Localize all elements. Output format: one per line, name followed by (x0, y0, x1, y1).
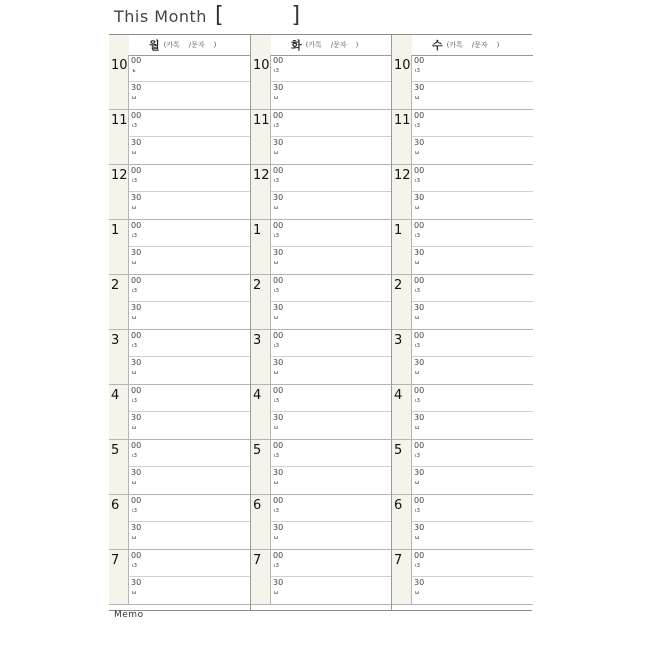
time-slot[interactable] (271, 385, 392, 412)
minute-label: 00 (273, 166, 284, 175)
minute-label: 30 (414, 303, 425, 312)
time-slot[interactable] (271, 275, 392, 302)
hour-row (251, 275, 392, 330)
slot-marker: ι3 (415, 398, 420, 404)
hour-label: 10 (111, 58, 128, 73)
slot-marker: ω (274, 205, 279, 211)
minute-label: 30 (273, 413, 284, 422)
time-slot[interactable] (129, 192, 250, 219)
hour-label: 5 (111, 443, 120, 458)
hour-row (109, 330, 250, 385)
time-slot[interactable] (412, 275, 533, 302)
time-slot[interactable] (271, 165, 392, 192)
time-slot[interactable] (129, 330, 250, 357)
time-slot[interactable] (271, 137, 392, 164)
month-blank-field[interactable] (224, 6, 292, 26)
page-title: This Month (114, 6, 207, 26)
hour-gutter (109, 275, 129, 329)
slot-marker: ι3 (415, 178, 420, 184)
day-label: 화 (291, 39, 302, 52)
minute-label: 30 (414, 468, 425, 477)
slot-marker: ω (274, 370, 279, 376)
hour-row (109, 440, 250, 495)
time-slot[interactable] (129, 550, 250, 577)
hour-row (392, 275, 533, 330)
time-slot[interactable] (271, 247, 392, 274)
minute-label: 00 (414, 331, 425, 340)
hour-row (392, 165, 533, 220)
hour-label: 4 (111, 388, 120, 403)
time-slot[interactable] (412, 550, 533, 577)
minute-label: 30 (273, 248, 284, 257)
hour-label: 1 (111, 223, 120, 238)
slot-marker: ι3 (415, 453, 420, 459)
hour-gutter (251, 550, 271, 604)
time-slot[interactable] (412, 577, 533, 604)
minute-label: 30 (273, 83, 284, 92)
slot-marker: ω (274, 150, 279, 156)
day-contact-note: (카톡 /문자 ) (446, 41, 500, 49)
slot-marker: ω (132, 590, 137, 596)
hour-label: 10 (394, 58, 411, 73)
slot-marker: ω (274, 260, 279, 266)
day-column (109, 35, 250, 610)
hour-row (392, 220, 533, 275)
minute-label: 00 (273, 386, 284, 395)
time-slot[interactable] (129, 440, 250, 467)
time-slot[interactable] (271, 440, 392, 467)
time-slot[interactable] (412, 110, 533, 137)
hour-label: 6 (111, 498, 120, 513)
hour-row (109, 550, 250, 605)
minute-label: 30 (273, 468, 284, 477)
minute-label: 30 (414, 83, 425, 92)
hour-gutter (251, 55, 271, 109)
hour-row (251, 330, 392, 385)
minute-label: 30 (131, 413, 142, 422)
hour-gutter (109, 110, 129, 164)
slot-marker: ω (415, 315, 420, 321)
minute-label: 00 (131, 331, 142, 340)
time-slot[interactable] (129, 275, 250, 302)
hour-label: 7 (253, 553, 262, 568)
time-slot[interactable] (129, 82, 250, 109)
day-contact-note: (카톡 /문자 ) (305, 41, 359, 49)
hour-row (109, 220, 250, 275)
slot-marker: ι3 (132, 398, 137, 404)
hour-gutter (251, 495, 271, 549)
time-slot[interactable] (271, 577, 392, 604)
hour-label: 7 (394, 553, 403, 568)
time-slot[interactable] (129, 577, 250, 604)
slot-marker: ι3 (132, 288, 137, 294)
hour-row (109, 495, 250, 550)
hour-label: 1 (253, 223, 262, 238)
time-slot[interactable] (412, 357, 533, 384)
minute-label: 30 (414, 138, 425, 147)
time-slot[interactable] (129, 385, 250, 412)
minute-label: 00 (273, 496, 284, 505)
hour-row (251, 385, 392, 440)
time-slot[interactable] (129, 412, 250, 439)
hour-gutter (109, 330, 129, 384)
time-slot[interactable] (129, 55, 250, 82)
header-gutter (109, 35, 129, 55)
hour-gutter (251, 165, 271, 219)
slot-marker: ι3 (415, 343, 420, 349)
time-slot[interactable] (129, 110, 250, 137)
minute-label: 00 (414, 276, 425, 285)
hour-row (392, 110, 533, 165)
hour-label: 5 (253, 443, 262, 458)
slot-marker: ω (274, 425, 279, 431)
slot-marker: ι3 (415, 68, 420, 74)
minute-label: 00 (273, 441, 284, 450)
minute-label: 00 (131, 276, 142, 285)
minute-label: 00 (131, 551, 142, 560)
time-slot[interactable] (271, 357, 392, 384)
slot-marker: ι3 (274, 233, 279, 239)
time-slot[interactable] (412, 137, 533, 164)
hour-row (392, 55, 533, 110)
slot-marker: ι3 (132, 123, 137, 129)
minute-label: 00 (273, 221, 284, 230)
slot-marker: ω (132, 150, 137, 156)
time-slot[interactable] (271, 522, 392, 549)
slot-marker: ω (132, 425, 137, 431)
hour-gutter (109, 440, 129, 494)
minute-label: 30 (131, 193, 142, 202)
day-column (391, 35, 533, 610)
time-slot[interactable] (412, 192, 533, 219)
slot-marker: ι3 (274, 68, 279, 74)
time-slot[interactable] (271, 220, 392, 247)
minute-label: 00 (131, 496, 142, 505)
minute-label: 30 (131, 303, 142, 312)
minute-label: 00 (273, 111, 284, 120)
hour-gutter (392, 330, 412, 384)
minute-label: 00 (131, 111, 142, 120)
minute-label: 00 (131, 166, 142, 175)
hour-label: 12 (111, 168, 128, 183)
close-bracket: ] (291, 3, 301, 28)
minute-label: 00 (131, 56, 142, 65)
hour-gutter (109, 55, 129, 109)
hour-label: 3 (111, 333, 120, 348)
time-slot[interactable] (271, 330, 392, 357)
time-slot[interactable] (271, 302, 392, 329)
hour-row (109, 275, 250, 330)
time-slot[interactable] (412, 412, 533, 439)
hour-gutter (251, 110, 271, 164)
slot-marker: ω (415, 95, 420, 101)
time-slot[interactable] (412, 247, 533, 274)
hour-label: 3 (394, 333, 403, 348)
weekly-planner-grid (109, 34, 532, 611)
slot-marker: ι3 (415, 563, 420, 569)
hour-gutter (109, 165, 129, 219)
hour-gutter (251, 440, 271, 494)
time-slot[interactable] (412, 55, 533, 82)
hour-label: 3 (253, 333, 262, 348)
hour-row (251, 495, 392, 550)
slot-marker: ι3 (132, 563, 137, 569)
time-slot[interactable] (412, 82, 533, 109)
hour-gutter (251, 220, 271, 274)
time-slot[interactable] (412, 467, 533, 494)
time-slot[interactable] (271, 110, 392, 137)
slot-marker: ι3 (132, 233, 137, 239)
time-slot[interactable] (412, 440, 533, 467)
time-slot[interactable] (271, 192, 392, 219)
minute-label: 00 (131, 221, 142, 230)
hour-gutter (109, 385, 129, 439)
minute-label: 30 (273, 193, 284, 202)
hour-label: 11 (253, 113, 270, 128)
hour-row (392, 330, 533, 385)
minute-label: 00 (273, 56, 284, 65)
hour-row (251, 220, 392, 275)
minute-label: 30 (414, 193, 425, 202)
minute-label: 30 (414, 578, 425, 587)
hour-row (109, 110, 250, 165)
slot-marker: ω (274, 480, 279, 486)
hour-gutter (392, 55, 412, 109)
hour-row (109, 55, 250, 110)
slot-marker: ι3 (132, 508, 137, 514)
time-slot[interactable] (129, 467, 250, 494)
hour-gutter (109, 220, 129, 274)
minute-label: 00 (414, 551, 425, 560)
minute-label: 30 (131, 578, 142, 587)
slot-marker: ω (132, 315, 137, 321)
time-slot[interactable] (271, 82, 392, 109)
time-slot[interactable] (129, 495, 250, 522)
slot-marker: ω (132, 370, 137, 376)
hour-gutter (109, 495, 129, 549)
minute-label: 00 (414, 221, 425, 230)
hour-label: 2 (253, 278, 262, 293)
hour-row (392, 440, 533, 495)
slot-marker: ω (415, 590, 420, 596)
minute-label: 00 (273, 276, 284, 285)
hour-gutter (109, 550, 129, 604)
hour-gutter (392, 110, 412, 164)
minute-label: 00 (131, 386, 142, 395)
time-slot[interactable] (271, 550, 392, 577)
time-slot[interactable] (129, 522, 250, 549)
hour-gutter (392, 275, 412, 329)
time-slot[interactable] (129, 302, 250, 329)
title-row (114, 4, 300, 28)
day-header (251, 35, 392, 56)
header-gutter (392, 35, 412, 55)
minute-label: 30 (273, 523, 284, 532)
slot-marker: ω (274, 95, 279, 101)
time-slot[interactable] (271, 467, 392, 494)
hour-label: 2 (394, 278, 403, 293)
slot-marker: ι3 (274, 288, 279, 294)
hour-row (251, 110, 392, 165)
open-bracket: [ (214, 3, 224, 28)
slot-marker: ι3 (132, 343, 137, 349)
slot-marker: ω (132, 480, 137, 486)
hour-gutter (392, 385, 412, 439)
slot-marker: ω (415, 205, 420, 211)
time-slot[interactable] (412, 302, 533, 329)
time-slot[interactable] (129, 357, 250, 384)
hour-label: 7 (111, 553, 120, 568)
minute-label: 30 (131, 358, 142, 367)
slot-marker: ι3 (274, 123, 279, 129)
header-gutter (251, 35, 271, 55)
hour-row (251, 440, 392, 495)
minute-label: 30 (131, 248, 142, 257)
minute-label: 00 (414, 386, 425, 395)
minute-label: 00 (131, 441, 142, 450)
slot-marker: ω (132, 260, 137, 266)
hour-gutter (251, 330, 271, 384)
hour-row (251, 165, 392, 220)
hour-row (251, 55, 392, 110)
slot-marker: ι3 (274, 398, 279, 404)
time-slot[interactable] (412, 220, 533, 247)
minute-label: 30 (273, 358, 284, 367)
hour-label: 6 (253, 498, 262, 513)
hour-label: 5 (394, 443, 403, 458)
minute-label: 30 (414, 358, 425, 367)
minute-label: 30 (273, 578, 284, 587)
time-slot[interactable] (412, 330, 533, 357)
slot-marker: ω (274, 535, 279, 541)
slot-marker: ω (415, 535, 420, 541)
slot-marker: ω (274, 315, 279, 321)
hour-row (251, 550, 392, 605)
slot-marker: ω (415, 260, 420, 266)
hour-label: 12 (253, 168, 270, 183)
hour-row (392, 385, 533, 440)
slot-marker: ω (415, 425, 420, 431)
time-slot[interactable] (412, 165, 533, 192)
slot-marker: ι3 (274, 508, 279, 514)
slot-marker: ω (132, 535, 137, 541)
memo-label: Memo (114, 610, 144, 620)
slot-marker: ъ (132, 68, 136, 74)
minute-label: 30 (273, 138, 284, 147)
time-slot[interactable] (129, 137, 250, 164)
hour-row (109, 385, 250, 440)
slot-marker: ω (132, 95, 137, 101)
minute-label: 00 (273, 331, 284, 340)
hour-label: 11 (111, 113, 128, 128)
hour-row (109, 165, 250, 220)
day-contact-note: (카톡 /문자 ) (163, 41, 217, 49)
day-header (392, 35, 533, 56)
slot-marker: ι3 (415, 233, 420, 239)
hour-label: 6 (394, 498, 403, 513)
hour-gutter (392, 165, 412, 219)
minute-label: 30 (131, 523, 142, 532)
slot-marker: ι3 (274, 343, 279, 349)
minute-label: 30 (131, 468, 142, 477)
hour-label: 4 (253, 388, 262, 403)
time-slot[interactable] (412, 385, 533, 412)
day-header (109, 35, 250, 56)
slot-marker: ι3 (274, 453, 279, 459)
hour-gutter (392, 440, 412, 494)
day-label: 수 (432, 39, 443, 52)
minute-label: 00 (414, 496, 425, 505)
slot-marker: ω (132, 205, 137, 211)
slot-marker: ω (274, 590, 279, 596)
minute-label: 00 (414, 56, 425, 65)
slot-marker: ι3 (132, 453, 137, 459)
time-slot[interactable] (271, 495, 392, 522)
hour-gutter (251, 275, 271, 329)
day-column (250, 35, 392, 610)
slot-marker: ω (415, 480, 420, 486)
hour-label: 10 (253, 58, 270, 73)
hour-gutter (392, 550, 412, 604)
minute-label: 30 (273, 303, 284, 312)
minute-label: 00 (414, 441, 425, 450)
hour-gutter (251, 385, 271, 439)
slot-marker: ι3 (132, 178, 137, 184)
time-slot[interactable] (412, 495, 533, 522)
hour-row (392, 550, 533, 605)
hour-row (392, 495, 533, 550)
minute-label: 30 (414, 413, 425, 422)
time-slot[interactable] (129, 247, 250, 274)
time-slot[interactable] (271, 55, 392, 82)
minute-label: 00 (273, 551, 284, 560)
slot-marker: ι3 (415, 123, 420, 129)
slot-marker: ι3 (274, 563, 279, 569)
minute-label: 30 (414, 248, 425, 257)
hour-label: 12 (394, 168, 411, 183)
minute-label: 30 (131, 83, 142, 92)
day-label: 월 (149, 39, 160, 52)
slot-marker: ι3 (415, 508, 420, 514)
time-slot[interactable] (129, 220, 250, 247)
minute-label: 30 (414, 523, 425, 532)
slot-marker: ι3 (274, 178, 279, 184)
hour-label: 1 (394, 223, 403, 238)
time-slot[interactable] (412, 522, 533, 549)
slot-marker: ι3 (415, 288, 420, 294)
hour-label: 4 (394, 388, 403, 403)
minute-label: 30 (131, 138, 142, 147)
hour-gutter (392, 220, 412, 274)
minute-label: 00 (414, 166, 425, 175)
slot-marker: ω (415, 370, 420, 376)
hour-label: 2 (111, 278, 120, 293)
minute-label: 00 (414, 111, 425, 120)
hour-label: 11 (394, 113, 411, 128)
time-slot[interactable] (129, 165, 250, 192)
hour-gutter (392, 495, 412, 549)
time-slot[interactable] (271, 412, 392, 439)
slot-marker: ω (415, 150, 420, 156)
